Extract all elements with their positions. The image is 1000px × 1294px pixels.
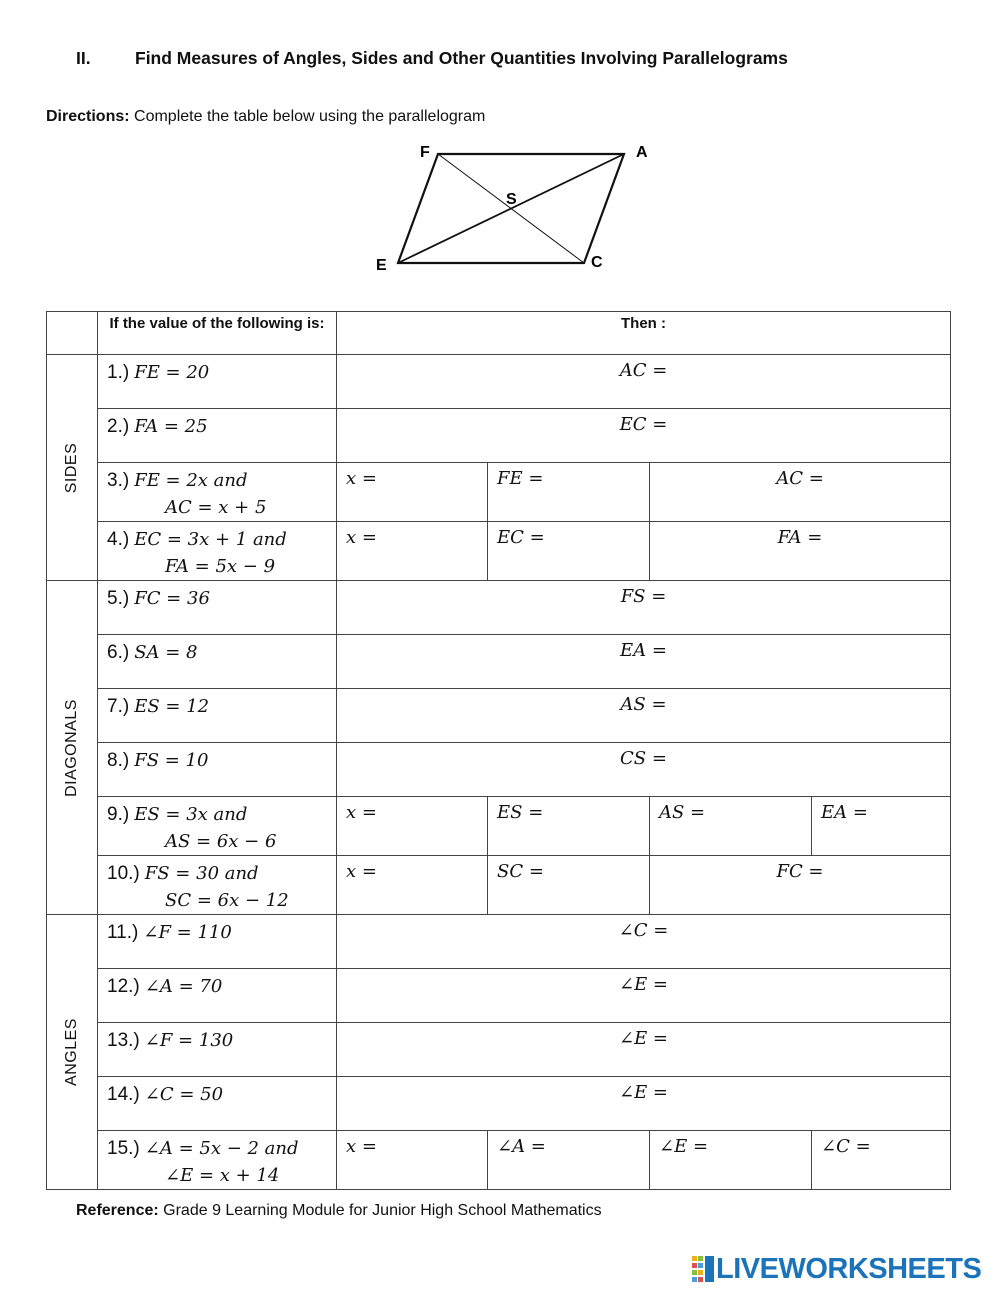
- directions-label: Directions:: [46, 108, 130, 125]
- answer-cell[interactable]: EA =: [812, 797, 951, 856]
- table-row: [47, 355, 951, 409]
- parallelogram-figure: [370, 138, 670, 283]
- center-label-s: S: [506, 191, 517, 208]
- table-row: [47, 581, 951, 635]
- answer-cell[interactable]: x =: [337, 1131, 488, 1190]
- given-cell: 4.) EC = 3x + 1 and FA = 5x − 9: [98, 522, 337, 581]
- answer-cell[interactable]: ES =: [488, 797, 650, 856]
- directions-text: Complete the table below using the parallelogram: [129, 108, 486, 125]
- table-row: [47, 409, 951, 463]
- reference-label: Reference:: [76, 1202, 159, 1219]
- given-cell: 2.) FA = 25: [98, 409, 337, 463]
- liveworksheets-logo: [692, 1254, 981, 1284]
- given-cell: 7.) ES = 12: [98, 689, 337, 743]
- given-cell: 5.) FC = 36: [98, 581, 337, 635]
- answer-cell[interactable]: AS =: [650, 797, 812, 856]
- table-row: [47, 856, 951, 915]
- header-given: If the value of the following is:: [98, 312, 337, 355]
- answer-cell[interactable]: x =: [337, 463, 488, 522]
- answer-cell[interactable]: EC =: [488, 522, 650, 581]
- given-cell: 1.) FE = 20: [98, 355, 337, 409]
- reference-text: Grade 9 Learning Module for Junior High School Mathematics: [158, 1202, 602, 1219]
- answer-cell[interactable]: FS =: [337, 581, 951, 635]
- vertex-label-e: E: [376, 257, 387, 274]
- given-cell: 10.) FS = 30 and SC = 6x − 12: [98, 856, 337, 915]
- answer-cell[interactable]: x =: [337, 797, 488, 856]
- table-row: [47, 463, 951, 522]
- section-number: II.: [76, 48, 91, 68]
- answer-cell[interactable]: FC =: [650, 856, 951, 915]
- answer-cell[interactable]: ∠A =: [488, 1131, 650, 1190]
- category-angles: ANGLES: [47, 915, 98, 1190]
- given-cell: 11.) ∠F = 110: [98, 915, 337, 969]
- directions: [46, 108, 485, 126]
- table-row: [47, 969, 951, 1023]
- given-cell: 14.) ∠C = 50: [98, 1077, 337, 1131]
- table-row: [47, 635, 951, 689]
- category-diagonals: DIAGONALS: [47, 581, 98, 915]
- given-cell: 13.) ∠F = 130: [98, 1023, 337, 1077]
- category-sides: SIDES: [47, 355, 98, 581]
- table-row: [47, 689, 951, 743]
- answer-cell[interactable]: AC =: [337, 355, 951, 409]
- vertex-label-a: A: [636, 144, 648, 161]
- table-row: [47, 1077, 951, 1131]
- answer-cell[interactable]: AS =: [337, 689, 951, 743]
- answer-cell[interactable]: x =: [337, 522, 488, 581]
- table-row: [47, 1131, 951, 1190]
- given-cell: 8.) FS = 10: [98, 743, 337, 797]
- answer-cell[interactable]: EA =: [337, 635, 951, 689]
- given-cell: 6.) SA = 8: [98, 635, 337, 689]
- answer-cell[interactable]: EC =: [337, 409, 951, 463]
- answer-cell[interactable]: FA =: [650, 522, 951, 581]
- answer-cell[interactable]: ∠C =: [337, 915, 951, 969]
- answer-cell[interactable]: SC =: [488, 856, 650, 915]
- table-header-row: [47, 312, 951, 355]
- given-cell: 9.) ES = 3x and AS = 6x − 6: [98, 797, 337, 856]
- answer-cell[interactable]: x =: [337, 856, 488, 915]
- table-row: [47, 522, 951, 581]
- table-row: [47, 1023, 951, 1077]
- given-cell: 12.) ∠A = 70: [98, 969, 337, 1023]
- answer-table: [46, 311, 951, 1190]
- given-cell: 3.) FE = 2x and AC = x + 5: [98, 463, 337, 522]
- table-row: [47, 797, 951, 856]
- header-empty: [47, 312, 98, 355]
- table-row: [47, 743, 951, 797]
- answer-cell[interactable]: ∠E =: [337, 969, 951, 1023]
- table-row: [47, 915, 951, 969]
- section-title: Find Measures of Angles, Sides and Other Quantities Involving Parallelograms: [135, 48, 788, 68]
- header-then: Then :: [337, 312, 951, 355]
- given-cell: 15.) ∠A = 5x − 2 and ∠E = x + 14: [98, 1131, 337, 1190]
- answer-cell[interactable]: CS =: [337, 743, 951, 797]
- answer-cell[interactable]: ∠C =: [812, 1131, 951, 1190]
- reference: [76, 1202, 602, 1220]
- liveworksheets-logo-icon: [692, 1256, 716, 1282]
- answer-cell[interactable]: FE =: [488, 463, 650, 522]
- vertex-label-c: C: [591, 254, 603, 271]
- answer-cell[interactable]: AC =: [650, 463, 951, 522]
- answer-cell[interactable]: ∠E =: [337, 1077, 951, 1131]
- vertex-label-f: F: [420, 144, 430, 161]
- answer-cell[interactable]: ∠E =: [650, 1131, 812, 1190]
- answer-cell[interactable]: ∠E =: [337, 1023, 951, 1077]
- liveworksheets-logo-text: LIVEWORKSHEETS: [716, 1252, 982, 1285]
- section-heading: [76, 48, 788, 69]
